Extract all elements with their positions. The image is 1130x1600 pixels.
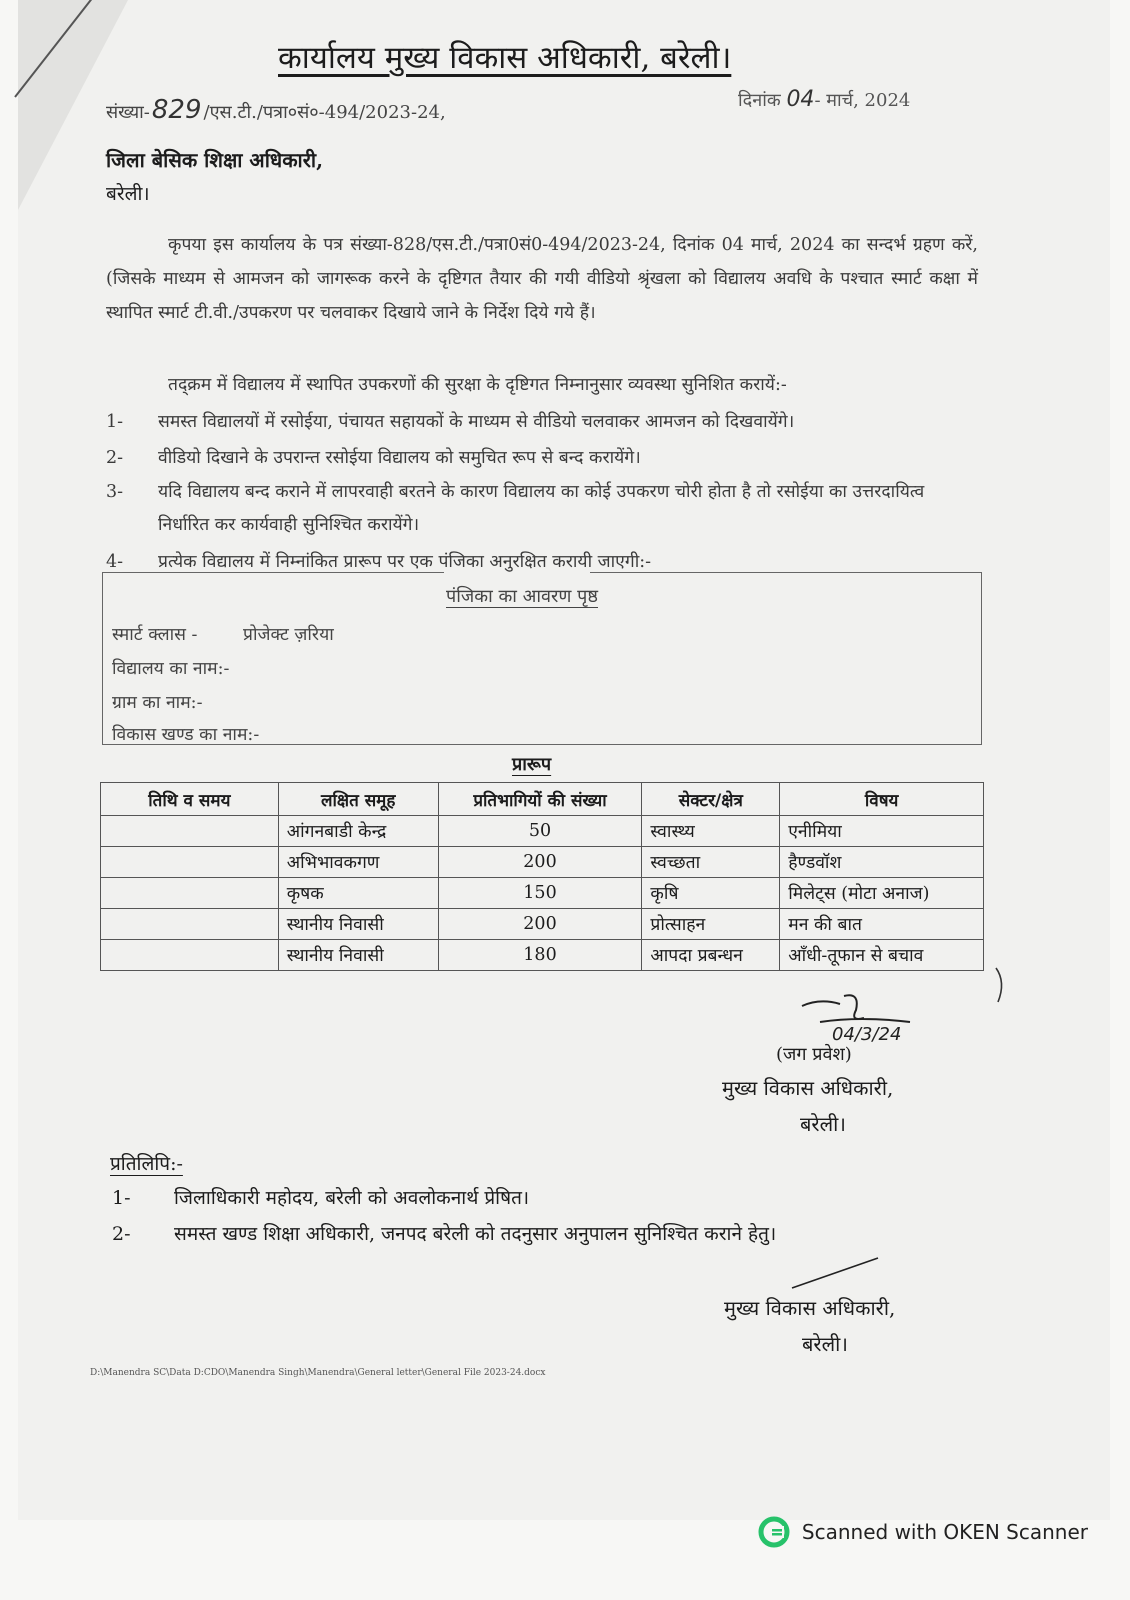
- date-day-handwritten: 04: [786, 87, 815, 112]
- cell-count: 150: [438, 878, 642, 909]
- cell-date: [101, 878, 279, 909]
- copy-place: बरेली।: [802, 1332, 848, 1356]
- list-text: वीडियो दिखाने के उपरान्त रसोईया विद्यालय को समुचित रूप से बन्द करायेंगे।: [158, 448, 641, 468]
- cell-sector: कृषि: [642, 878, 780, 909]
- cell-topic: आँधी-तूफान से बचाव: [780, 940, 984, 971]
- file-path-footer: D:\Manendra SC\Data D:CDO\Manendra Singh\Manendra\General letter\General File 2023-24.docx: [90, 1368, 546, 1378]
- ref-prefix: संख्या-: [106, 102, 150, 123]
- office-title: कार्यालय मुख्य विकास अधिकारी, बरेली।: [278, 40, 732, 76]
- copy-to-number: 2-: [112, 1223, 131, 1245]
- smart-class-field: [112, 622, 334, 646]
- copy-to-item: [112, 1184, 529, 1210]
- table-row: [101, 878, 984, 909]
- second-signature-stroke: [790, 1256, 882, 1292]
- table-row: [101, 909, 984, 940]
- copy-to-text: समस्त खण्ड शिक्षा अधिकारी, जनपद बरेली को तदनुसार अनुपालन सुनिश्चित कराने हेतु।: [174, 1223, 777, 1245]
- table-row: [101, 940, 984, 971]
- list-number: 1-: [106, 412, 124, 432]
- cell-topic: मिलेट्स (मोटा अनाज): [780, 878, 984, 909]
- cell-topic: हैण्डवॉश: [780, 847, 984, 878]
- cell-date: [101, 847, 279, 878]
- cell-group: अभिभावकगण: [278, 847, 438, 878]
- list-text: यदि विद्यालय बन्द कराने में लापरवाही बरतने के कारण विद्यालय का कोई उपकरण चोरी होता है तो रसोईया का उत्तरदायित्व निर्धारित कर कार्यवाही सुनिश्चित करायेंगे।: [158, 482, 925, 535]
- scanner-watermark: [758, 1516, 1088, 1548]
- cell-sector: आपदा प्रबन्धन: [642, 940, 780, 971]
- list-text: समस्त विद्यालयों में रसोईया, पंचायत सहायकों के माध्यम से वीडियो चलवाकर आमजन को दिखवायेंगे।: [158, 412, 795, 432]
- header-participants: प्रतिभागियों की संख्या: [438, 783, 642, 816]
- smart-class-label: स्मार्ट क्लास -: [112, 625, 198, 645]
- cell-group: स्थानीय निवासी: [278, 940, 438, 971]
- date-rest: - मार्च, 2024: [814, 90, 911, 111]
- cell-count: 200: [438, 847, 642, 878]
- cell-group: आंगनबाडी केन्द्र: [278, 816, 438, 847]
- cell-count: 200: [438, 909, 642, 940]
- cell-count: 50: [438, 816, 642, 847]
- header-sector: सेक्टर/क्षेत्र: [642, 783, 780, 816]
- header-date-time: तिथि व समय: [101, 783, 279, 816]
- register-box-top-border: [102, 572, 444, 573]
- list-text: प्रत्येक विद्यालय में निम्नांकित प्रारूप पर एक पंजिका अनुरक्षित करायी जाएगी:-: [158, 552, 652, 572]
- school-name-field: विद्यालय का नाम:-: [112, 659, 230, 679]
- list-number: 3-: [106, 482, 124, 502]
- date-label: दिनांक: [738, 90, 781, 111]
- signature-initials: 04/3/24: [832, 1024, 902, 1045]
- signatory-name: (जग प्रवेश): [776, 1044, 852, 1065]
- addressee-title: जिला बेसिक शिक्षा अधिकारी,: [106, 148, 324, 172]
- cell-date: [101, 940, 279, 971]
- reference-number: [106, 95, 446, 125]
- addressee-place: बरेली।: [106, 183, 150, 205]
- header-target-group: लक्षित समूह: [278, 783, 438, 816]
- cell-date: [101, 909, 279, 940]
- scanner-label: Scanned with OKEN Scanner: [801, 1520, 1088, 1544]
- village-name-field: ग्राम का नाम:-: [112, 693, 203, 713]
- table-row: [101, 847, 984, 878]
- cell-group: कृषक: [278, 878, 438, 909]
- register-box-top-border: [590, 572, 982, 573]
- cell-topic: एनीमिया: [780, 816, 984, 847]
- block-name-field: विकास खण्ड का नाम:-: [112, 725, 260, 745]
- header-topic: विषय: [780, 783, 984, 816]
- copy-to-number: 1-: [112, 1187, 131, 1209]
- body-intro: तद्क्रम में विद्यालय में स्थापित उपकरणों की सुरक्षा के दृष्टिगत निम्नानुसार व्यवस्था सुनिशित करायें:-: [168, 375, 787, 395]
- body-paragraph: कृपया इस कार्यालय के पत्र संख्या-828/एस.टी./पत्रा0सं0-494/2023-24, दिनांक 04 मार्च, 2024 का सन्दर्भ ग्रहण करें, (जिसके माध्यम से आमजन को जागरूक करने के दृष्टिगत तैयार की गयी वीडियो श्रृंखला को विद्यालय अवधि के पश्चात स्मार्ट कक्षा में स्थापित स्मार्ट टी.वी./उपकरण पर चलवाकर दिखाये जाने के निर्देश दिये गये हैं।: [106, 235, 978, 323]
- copy-to-item: [112, 1220, 776, 1246]
- cell-sector: स्वच्छता: [642, 847, 780, 878]
- oken-scanner-logo-icon: [758, 1516, 790, 1548]
- copy-designation: मुख्य विकास अधिकारी,: [724, 1296, 896, 1320]
- ref-number-handwritten: 829: [151, 95, 202, 125]
- list-item: [106, 442, 978, 475]
- list-number: 4-: [106, 552, 124, 572]
- signatory-place: बरेली।: [800, 1112, 846, 1136]
- register-cover-title: पंजिका का आवरण पृष्ठ: [446, 586, 598, 607]
- handwritten-signature: [800, 992, 940, 1048]
- smart-class-value: प्रोजेक्ट ज़रिया: [243, 625, 334, 645]
- copy-to-heading: प्रतिलिपि:-: [110, 1153, 183, 1175]
- list-number: 2-: [106, 448, 124, 468]
- list-item: [106, 476, 978, 542]
- cell-topic: मन की बात: [780, 909, 984, 940]
- table-header-row: [101, 783, 984, 816]
- ref-suffix: /एस.टी./पत्रा०सं०-494/2023-24,: [203, 102, 446, 123]
- format-table: [100, 782, 984, 971]
- copy-to-text: जिलाधिकारी महोदय, बरेली को अवलोकनार्थ प्रेषित।: [174, 1187, 530, 1209]
- format-title: प्रारूप: [512, 754, 552, 775]
- cell-count: 180: [438, 940, 642, 971]
- cell-group: स्थानीय निवासी: [278, 909, 438, 940]
- cell-date: [101, 816, 279, 847]
- signatory-designation: मुख्य विकास अधिकारी,: [722, 1076, 894, 1100]
- margin-mark: [992, 966, 1012, 1006]
- cell-sector: प्रोत्साहन: [642, 909, 780, 940]
- cell-sector: स्वास्थ्य: [642, 816, 780, 847]
- list-item: [106, 406, 978, 439]
- letter-date: [738, 87, 910, 112]
- table-row: [101, 816, 984, 847]
